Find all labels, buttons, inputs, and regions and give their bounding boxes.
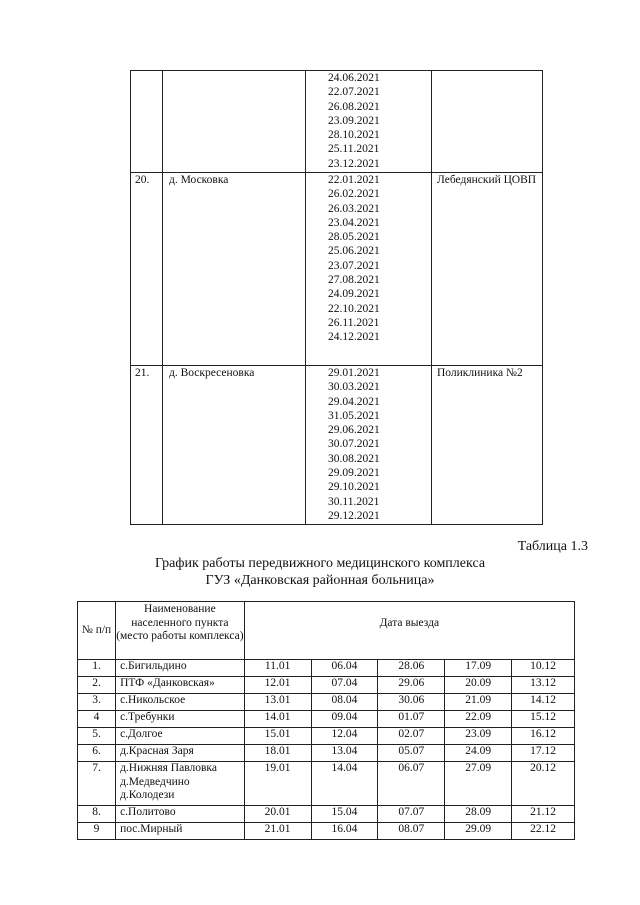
visit-date: 29.06.2021 (328, 424, 380, 437)
visit-date: 10.12 (512, 660, 575, 677)
row-number: 1. (78, 660, 116, 677)
visit-date: 16.12 (512, 728, 575, 745)
visit-date: 30.06 (378, 694, 445, 711)
visit-date: 12.04 (311, 728, 378, 745)
visit-date: 22.09 (445, 711, 512, 728)
visit-date: 19.01 (244, 762, 311, 806)
visit-date: 14.12 (512, 694, 575, 711)
visit-date: 30.11.2021 (328, 495, 380, 508)
table-row (131, 71, 543, 173)
settlement-name: д. Московка (163, 173, 306, 366)
table-row (78, 823, 575, 840)
visit-date: 27.09 (445, 762, 512, 806)
table-row (78, 745, 575, 762)
visit-date: 24.09 (445, 745, 512, 762)
row-number: 3. (78, 694, 116, 711)
table-row (131, 366, 543, 525)
table-row (78, 711, 575, 728)
visit-date: 14.04 (311, 762, 378, 806)
mobile-complex-schedule-table (77, 601, 575, 840)
table-row (131, 173, 543, 366)
page-title: График работы передвижного медицинского комплекса (154, 556, 486, 571)
settlement-name: д.Красная Заря (116, 745, 245, 762)
visit-date: 23.09.2021 (328, 114, 380, 127)
column-header-number: № п/п (78, 602, 116, 660)
visit-date: 08.04 (311, 694, 378, 711)
settlement-name: ПТФ «Данковская» (116, 677, 245, 694)
row-number: 21. (131, 366, 163, 525)
visit-date: 11.01 (244, 660, 311, 677)
visit-date: 20.01 (244, 806, 311, 823)
visit-date: 29.10.2021 (328, 481, 380, 494)
row-number: 7. (78, 762, 116, 806)
visit-date: 07.04 (311, 677, 378, 694)
visit-date: 29.04.2021 (328, 395, 380, 408)
table-row (78, 728, 575, 745)
visit-date: 27.08.2021 (328, 274, 380, 287)
visit-date: 29.09.2021 (328, 467, 380, 480)
visit-date: 12.01 (244, 677, 311, 694)
visit-date: 20.09 (445, 677, 512, 694)
visit-date: 22.07.2021 (328, 86, 380, 99)
visit-date: 13.04 (311, 745, 378, 762)
visit-date: 20.12 (512, 762, 575, 806)
visit-date: 23.07.2021 (328, 259, 380, 272)
visit-date: 21.09 (445, 694, 512, 711)
visit-date: 28.10.2021 (328, 129, 380, 142)
visit-date: 15.01 (244, 728, 311, 745)
visit-date: 17.09 (445, 660, 512, 677)
visit-date: 15.04 (311, 806, 378, 823)
table-header-row (78, 602, 575, 660)
column-header-dates: Дата выезда (244, 602, 574, 660)
visit-dates (306, 173, 432, 366)
table-row (78, 694, 575, 711)
row-number: 6. (78, 745, 116, 762)
medical-facility: Поликлиника №2 (432, 366, 543, 525)
visit-date: 22.12 (512, 823, 575, 840)
row-number (131, 71, 163, 173)
visit-date: 21.12 (512, 806, 575, 823)
visit-date: 30.07.2021 (328, 438, 380, 451)
visit-date: 30.03.2021 (328, 381, 380, 394)
row-number: 2. (78, 677, 116, 694)
schedule-table-continued (130, 70, 543, 525)
visit-date: 21.01 (244, 823, 311, 840)
visit-date: 23.09 (445, 728, 512, 745)
visit-date: 28.09 (445, 806, 512, 823)
visit-date: 29.12.2021 (328, 509, 380, 522)
settlement-name: пос.Мирный (116, 823, 245, 840)
page-subtitle: ГУЗ «Данковская районная больница» (205, 573, 435, 588)
row-number: 9 (78, 823, 116, 840)
row-number: 8. (78, 806, 116, 823)
visit-date: 26.02.2021 (328, 188, 380, 201)
visit-date: 07.07 (378, 806, 445, 823)
visit-date: 28.05.2021 (328, 231, 380, 244)
visit-date: 29.09 (445, 823, 512, 840)
table-label: Таблица 1.3 (517, 539, 588, 554)
visit-date: 24.09.2021 (328, 288, 380, 301)
visit-date: 22.01.2021 (328, 174, 380, 186)
visit-date: 23.12.2021 (328, 157, 380, 170)
visit-date: 30.08.2021 (328, 452, 380, 465)
settlement-name: с.Долгое (116, 728, 245, 745)
visit-date: 16.04 (311, 823, 378, 840)
visit-dates (306, 71, 432, 173)
visit-date: 02.07 (378, 728, 445, 745)
settlement-name (163, 71, 306, 173)
settlement-name: д.Нижняя Павловка д.Медведчино д.Колодези (116, 762, 245, 806)
visit-date: 31.05.2021 (328, 409, 380, 422)
visit-date: 24.12.2021 (328, 331, 380, 344)
visit-date: 22.10.2021 (328, 302, 380, 315)
row-number: 20. (131, 173, 163, 366)
visit-date: 26.11.2021 (328, 316, 380, 329)
settlement-name: д. Воскресеновка (163, 366, 306, 525)
visit-date: 28.06 (378, 660, 445, 677)
visit-dates (306, 366, 432, 525)
visit-date: 29.06 (378, 677, 445, 694)
settlement-name: с.Бигильдино (116, 660, 245, 677)
visit-date: 13.12 (512, 677, 575, 694)
row-number: 5. (78, 728, 116, 745)
table-row (78, 762, 575, 806)
visit-date: 25.06.2021 (328, 245, 380, 258)
table-row (78, 677, 575, 694)
visit-date: 23.04.2021 (328, 216, 380, 229)
settlement-name: с.Требунки (116, 711, 245, 728)
medical-facility: Лебедянский ЦОВП (432, 173, 543, 366)
visit-date: 06.07 (378, 762, 445, 806)
table-row (78, 660, 575, 677)
table-row (78, 806, 575, 823)
visit-date: 05.07 (378, 745, 445, 762)
visit-date: 26.08.2021 (328, 100, 380, 113)
settlement-name: с.Политово (116, 806, 245, 823)
visit-date: 24.06.2021 (328, 72, 380, 84)
visit-date: 09.04 (311, 711, 378, 728)
visit-date: 14.01 (244, 711, 311, 728)
visit-date: 13.01 (244, 694, 311, 711)
visit-date: 06.04 (311, 660, 378, 677)
settlement-name: с.Никольское (116, 694, 245, 711)
visit-date: 26.03.2021 (328, 202, 380, 215)
visit-date: 08.07 (378, 823, 445, 840)
row-number: 4 (78, 711, 116, 728)
column-header-settlement: Наименование населенного пункта (место работы комплекса) (116, 602, 245, 660)
visit-date: 18.01 (244, 745, 311, 762)
visit-date: 25.11.2021 (328, 143, 380, 156)
visit-date: 15.12 (512, 711, 575, 728)
visit-date: 17.12 (512, 745, 575, 762)
medical-facility (432, 71, 543, 173)
visit-date: 01.07 (378, 711, 445, 728)
visit-date: 29.01.2021 (328, 367, 380, 379)
